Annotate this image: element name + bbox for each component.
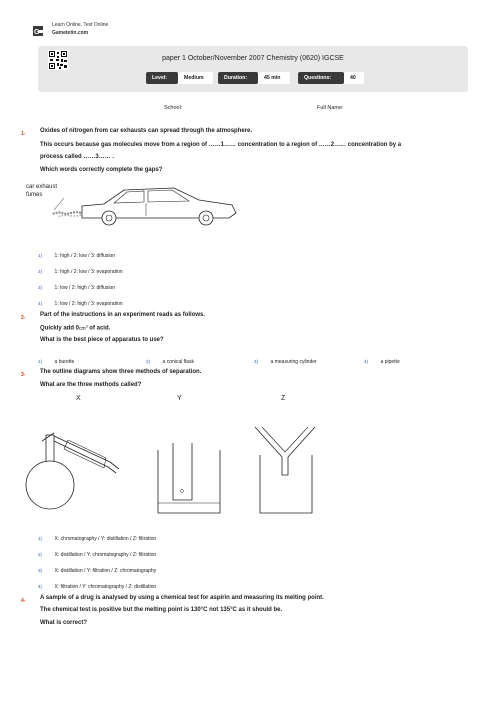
diagram-label-z: Z xyxy=(281,395,286,402)
figure-label: fumes xyxy=(26,192,43,198)
option-number: 3) xyxy=(38,568,43,573)
questions-label: Questions: xyxy=(298,72,344,84)
answer-option[interactable] xyxy=(38,350,74,368)
answer-option[interactable] xyxy=(38,292,123,310)
question-number: 3- xyxy=(21,372,26,378)
separation-diagrams xyxy=(20,405,340,515)
option-number: 3) xyxy=(254,359,259,364)
question-text xyxy=(40,324,110,332)
option-text: X: distillation / Y: filtration / Z: chromatography xyxy=(54,568,157,574)
duration-label: Duration: xyxy=(218,72,258,84)
questions-value: 40 xyxy=(344,72,364,84)
figure-label: car exhaust xyxy=(26,184,58,190)
question-prompt: What are the three methods called? xyxy=(40,382,142,388)
exam-title: paper 1 October/November 2007 Chemistry (0620) IGCSE xyxy=(162,55,344,62)
option-number: 2) xyxy=(38,552,43,557)
question-text: process called ……3…… . xyxy=(40,154,115,160)
question-text: The outline diagrams show three methods of separation. xyxy=(40,369,202,375)
option-text: a burette xyxy=(54,359,75,365)
option-text: X: distillation / Y: chromatography / Z: filtration xyxy=(54,552,157,558)
level-value: Medium xyxy=(178,72,213,84)
question-text: The chemical test is positive but the melting point is 130°C not 135°C as it should be. xyxy=(40,607,283,613)
option-text: a measuring cylinder xyxy=(270,359,317,365)
option-number: 3) xyxy=(38,285,43,290)
question-number: 2- xyxy=(21,315,26,321)
option-number: 4) xyxy=(364,359,369,364)
option-text: X: chromatography / Y: distillation / Z: filtration xyxy=(54,536,157,542)
question-prompt: Which words correctly complete the gaps? xyxy=(40,167,163,173)
q2-unit: $cm^3$ xyxy=(79,324,88,332)
q2-text-end: of acid. xyxy=(87,325,111,332)
q2-text-start: Quickly add 0 xyxy=(40,325,80,332)
option-number: 4) xyxy=(38,301,43,306)
brand-tagline: Learn Online, Test Online xyxy=(52,22,109,28)
option-text: X: filtration / Y: chromatography / Z: distillation xyxy=(54,584,157,590)
answer-option[interactable] xyxy=(38,575,156,593)
question-text: Oxides of nitrogen from car exhausts can spread through the atmosphere. xyxy=(40,128,253,134)
svg-text:G: G xyxy=(34,29,40,36)
question-number: 4- xyxy=(21,598,26,604)
option-number: 2) xyxy=(146,359,151,364)
option-text: 1: low / 2: high / 3: evaporation xyxy=(54,301,123,307)
option-text: a conical flask xyxy=(162,359,194,365)
question-text: This occurs because gas molecules move from a region of ……1…… concentration to a region of ……2…… concentration by a xyxy=(40,142,402,148)
diagram-label-y: Y xyxy=(177,395,182,402)
question-text: Part of the instructions in an experiment reads as follows. xyxy=(40,312,206,318)
full-name-field[interactable]: Full Name: xyxy=(317,105,344,111)
option-text: 1: high / 2: low / 3: evaporation xyxy=(54,269,123,275)
option-number: 1) xyxy=(38,359,43,364)
answer-option[interactable] xyxy=(254,350,317,368)
option-number: 1) xyxy=(38,536,43,541)
option-number: 1) xyxy=(38,253,43,258)
question-text: A sample of a drug is analysed by using a chemical test for aspirin and measuring its melting point. xyxy=(40,595,324,601)
answer-option[interactable] xyxy=(146,350,194,368)
option-text: 1: high / 2: low / 3: diffusion xyxy=(54,253,116,259)
option-text: 1: low / 2: high / 3: diffusion xyxy=(54,285,116,291)
question-number: 1- xyxy=(21,131,26,137)
exam-header xyxy=(38,46,468,92)
level-label: Level: xyxy=(146,72,178,84)
logo-icon xyxy=(31,24,45,38)
option-number: 4) xyxy=(38,584,43,589)
site-logo[interactable] xyxy=(31,24,45,38)
school-field[interactable]: School: xyxy=(164,105,183,111)
option-text: a pipette xyxy=(380,359,400,365)
diagram-label-x: X xyxy=(76,395,81,402)
answer-option[interactable] xyxy=(364,350,400,368)
option-number: 2) xyxy=(38,269,43,274)
question-prompt: What is correct? xyxy=(40,620,88,626)
brand-site[interactable]: Gametetin.com xyxy=(52,30,89,36)
question-prompt: What is the best piece of apparatus to use? xyxy=(40,337,164,343)
duration-value: 45 min xyxy=(258,72,290,84)
